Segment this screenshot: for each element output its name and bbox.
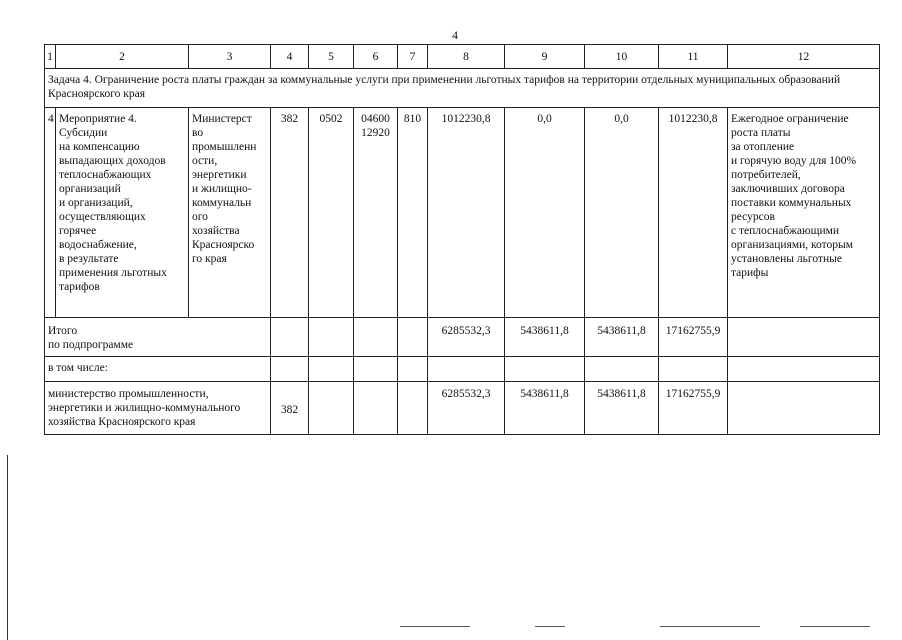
total-year3-amount: 5438611,8 — [585, 318, 659, 357]
measure-number: 4 — [45, 108, 56, 318]
footer-rule — [535, 626, 565, 627]
including-label: в том числе: — [45, 357, 271, 382]
empty-cell — [728, 357, 880, 382]
column-number-row — [45, 45, 880, 69]
total-sum-amount: 17162755,9 — [659, 318, 728, 357]
measure-year1-amount: 1012230,8 — [428, 108, 505, 318]
ministry-row — [45, 382, 880, 435]
ministry-year1-amount: 6285532,3 — [428, 382, 505, 435]
column-header: 3 — [189, 45, 271, 69]
measure-year2-amount: 0,0 — [505, 108, 585, 318]
column-header: 8 — [428, 45, 505, 69]
task-row — [45, 69, 880, 108]
empty-cell — [398, 318, 428, 357]
empty-cell — [354, 382, 398, 435]
empty-cell — [398, 357, 428, 382]
page-number: 4 — [452, 28, 458, 42]
measure-total-amount: 1012230,8 — [659, 108, 728, 318]
footer-rule — [660, 626, 760, 627]
empty-cell — [728, 318, 880, 357]
empty-cell — [309, 382, 354, 435]
empty-cell — [505, 357, 585, 382]
empty-cell — [309, 357, 354, 382]
column-header: 1 — [45, 45, 56, 69]
task-text: Задача 4. Ограничение роста платы граждан за коммунальные услуги при применении льготных тарифов на территории отдельных муниципальных образований Красноярского края — [45, 69, 880, 108]
budget-table — [44, 44, 880, 435]
footer-rule — [400, 626, 470, 627]
measure-row — [45, 108, 880, 318]
column-header: 5 — [309, 45, 354, 69]
column-header: 11 — [659, 45, 728, 69]
empty-cell — [354, 318, 398, 357]
total-year1-amount: 6285532,3 — [428, 318, 505, 357]
empty-cell — [728, 382, 880, 435]
including-row — [45, 357, 880, 382]
column-header: 12 — [728, 45, 880, 69]
measure-csr-code: 04600 12920 — [354, 108, 398, 318]
ministry-year3-amount: 5438611,8 — [585, 382, 659, 435]
column-header: 9 — [505, 45, 585, 69]
empty-cell — [585, 357, 659, 382]
measure-expected-result: Ежегодное ограничение роста платы за отопление и горячую воду для 100% потребителей, заключивших договора поставки коммунальных ресурсов с теплоснабжающими организациями, которым установлены льготные тарифы — [728, 108, 880, 318]
measure-vr-code: 810 — [398, 108, 428, 318]
column-header: 2 — [56, 45, 189, 69]
empty-cell — [271, 318, 309, 357]
scan-margin-line — [7, 455, 8, 640]
empty-cell — [309, 318, 354, 357]
total-year2-amount: 5438611,8 — [505, 318, 585, 357]
ministry-total-amount: 17162755,9 — [659, 382, 728, 435]
measure-grbs-code: 382 — [271, 108, 309, 318]
measure-executor: Министерст во промышленн ости, энергетики и жилищно- коммунальн ого хозяйства Красноярско го края — [189, 108, 271, 318]
measure-year3-amount: 0,0 — [585, 108, 659, 318]
measure-name: Мероприятие 4. Субсидии на компенсацию выпадающих доходов теплоснабжающих организаций и организаций, осуществляющих горячее водоснабжение, в результате применения льготных тарифов — [56, 108, 189, 318]
ministry-label: министерство промышленности, энергетики и жилищно-коммунального хозяйства Красноярского края — [45, 382, 271, 435]
empty-cell — [428, 357, 505, 382]
empty-cell — [354, 357, 398, 382]
footer-rule — [800, 626, 870, 627]
subprogram-total-row — [45, 318, 880, 357]
total-label: Итого по подпрограмме — [45, 318, 271, 357]
ministry-year2-amount: 5438611,8 — [505, 382, 585, 435]
column-header: 7 — [398, 45, 428, 69]
ministry-grbs-code: 382 — [271, 382, 309, 435]
empty-cell — [271, 357, 309, 382]
measure-rzpr-code: 0502 — [309, 108, 354, 318]
empty-cell — [398, 382, 428, 435]
empty-cell — [659, 357, 728, 382]
column-header: 6 — [354, 45, 398, 69]
column-header: 4 — [271, 45, 309, 69]
column-header: 10 — [585, 45, 659, 69]
